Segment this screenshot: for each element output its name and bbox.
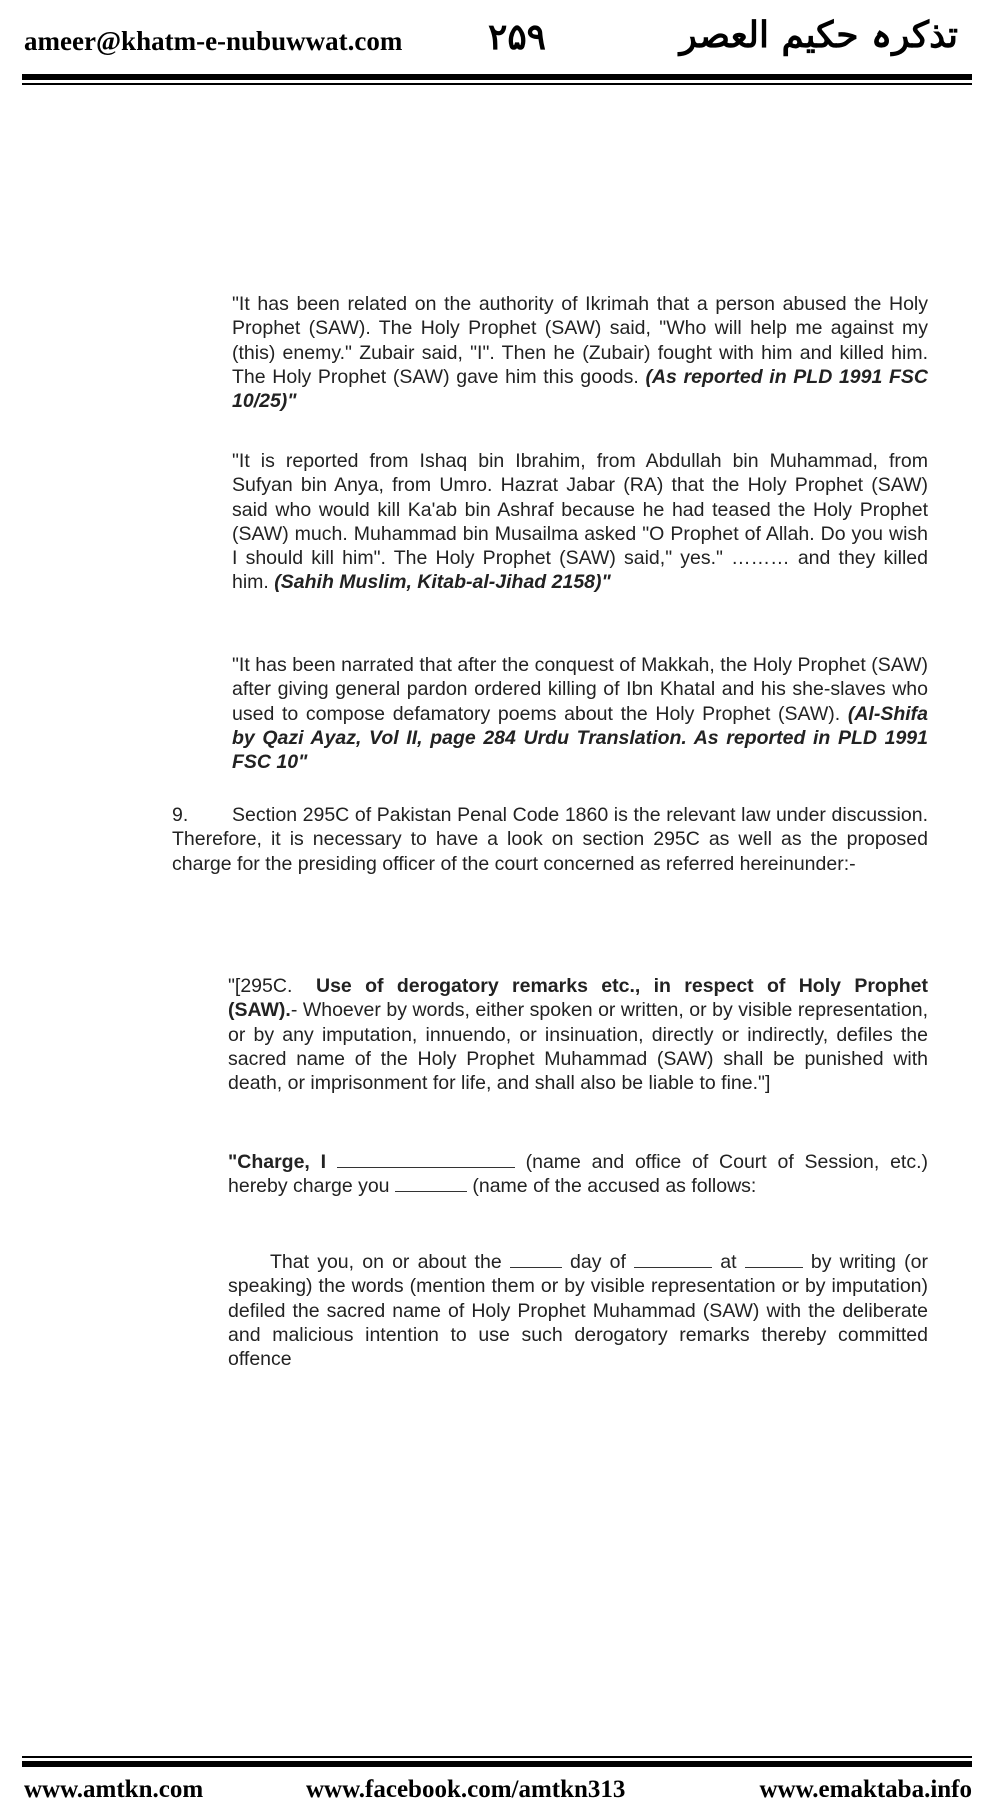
charge-part-1: (name and office of Court of Session, etc.) hereby charge you bbox=[228, 1151, 929, 1198]
charge-body-3: at bbox=[720, 1251, 737, 1273]
quote-makkah-text: "It has been narrated that after the conquest of Makkah, the Holy Prophet (SAW) after giving general pardon ordered killing of Ibn Khatal and his she-slaves who used to compose defamatory poems about the Holy Prophet (SAW). bbox=[232, 654, 928, 725]
charge-lead: "Charge, I bbox=[228, 1151, 327, 1173]
blank-date bbox=[510, 1253, 562, 1268]
charge-body-1: That you, on or about the bbox=[270, 1251, 502, 1273]
quote-makkah bbox=[232, 653, 928, 774]
quote-makkah-citation: (Al-Shifa by Qazi Ayaz, Vol II, page 284 Urdu Translation. As reported in PLD 1991 FSC 10" bbox=[232, 702, 928, 774]
section-295c-text: - Whoever by words, either spoken or written, or by visible representation, or by any imputation, innuendo, or insinuation, directly or indirectly, defiles the sacred name of the Holy Prophet Muhammad (SAW) shall be punished with death, or imprisonment for life, and shall also be liable to fine."] bbox=[228, 999, 928, 1095]
header-email[interactable]: ameer@khatm-e-nubuwwat.com bbox=[24, 26, 403, 56]
footer-rule-thin bbox=[22, 1756, 972, 1758]
charge-body-2: day of bbox=[570, 1251, 626, 1273]
blank-month bbox=[634, 1253, 712, 1268]
blank-place bbox=[745, 1253, 803, 1268]
header-rule-thin bbox=[22, 83, 972, 85]
footer-link-facebook[interactable]: www.facebook.com/amtkn313 bbox=[306, 1776, 626, 1803]
quote-ishaq-text: "It is reported from Ishaq bin Ibrahim, from Abdullah bin Muhammad, from Sufyan bin Anya, from Umro. Hazrat Jabar (RA) that the Holy Prophet (SAW) said who would kill Ka'ab bin Ashraf because he had teased the Holy Prophet (SAW) much. Muhammad bin Musailma asked "O Prophet of Allah. Do you wish I should kill him". The Holy Prophet (SAW) said," yes." ……… and they killed him. bbox=[232, 450, 928, 594]
blank-accused-name bbox=[395, 1177, 467, 1192]
page-number: ۲۵۹ bbox=[488, 16, 547, 58]
book-title: تذکرہ حکیم العصر bbox=[679, 14, 958, 56]
charge-body-4: by writing (or speaking) the words (mention them or by visible representation or by imputation) defiled the sacred name of Holy Prophet Muhammad (SAW) with the deliberate and malicious intention to use such derogatory remarks thereby committed offence bbox=[228, 1251, 928, 1371]
header-rule-thick bbox=[22, 74, 972, 80]
charge-part-2: (name of the accused as follows: bbox=[472, 1175, 757, 1198]
quote-ikrimah bbox=[232, 292, 928, 413]
section-295c-prefix: "[295C. bbox=[228, 975, 293, 997]
paragraph-9-text: Section 295C of Pakistan Penal Code 1860 is the relevant law under discussion. Therefore, it is necessary to have a look on section 295C as well as the proposed charge for the presiding officer of the court concerned as referred hereinunder:- bbox=[172, 804, 928, 875]
footer-link-amtkn[interactable]: www.amtkn.com bbox=[24, 1776, 204, 1803]
page-footer bbox=[22, 1776, 972, 1810]
quote-ikrimah-citation: (As reported in PLD 1991 FSC 10/25)" bbox=[232, 365, 928, 413]
section-295c-heading: Use of derogatory remarks etc., in respect of Holy Prophet (SAW). bbox=[228, 975, 928, 1022]
charge-body bbox=[228, 1250, 928, 1371]
paragraph-9 bbox=[172, 803, 928, 876]
footer-link-emaktaba[interactable]: www.emaktaba.info bbox=[759, 1776, 972, 1803]
footer-rule-thick bbox=[22, 1761, 972, 1767]
blank-court-name bbox=[337, 1153, 515, 1168]
charge-statement bbox=[228, 1150, 928, 1199]
page-header bbox=[20, 14, 976, 66]
paragraph-9-number: 9. bbox=[172, 804, 189, 826]
quote-ishaq-citation: (Sahih Muslim, Kitab-al-Jihad 2158)" bbox=[274, 571, 611, 594]
section-295c bbox=[228, 974, 928, 1095]
quote-ishaq bbox=[232, 449, 928, 595]
quote-ikrimah-text: "It has been related on the authority of Ikrimah that a person abused the Holy Prophet (SAW). The Holy Prophet (SAW) said, "Who will help me against my (this) enemy." Zubair said, "I". Then he (Zubair) fought with him and killed him. The Holy Prophet (SAW) gave him this goods. bbox=[232, 293, 928, 388]
